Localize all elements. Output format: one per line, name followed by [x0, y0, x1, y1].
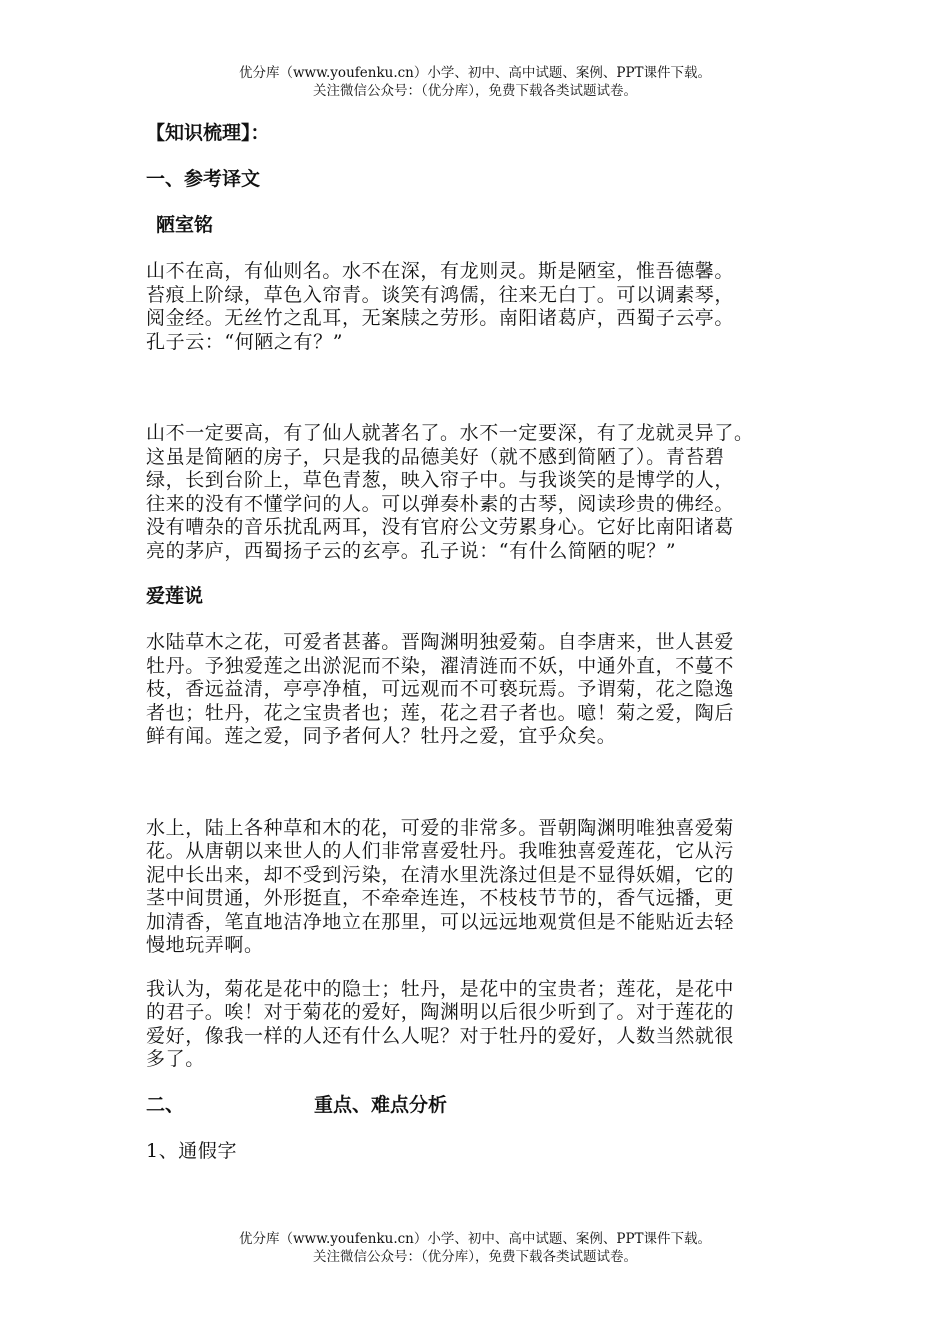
- text-line: 阅金经。无丝竹之乱耳，无案牍之劳形。南阳诸葛庐，西蜀子云亭。: [146, 307, 735, 329]
- item-1: 1、通假字: [146, 1139, 238, 1162]
- text-line: 水陆草木之花，可爱者甚蕃。晋陶渊明独爱菊。自李唐来，世人甚爱: [146, 631, 735, 653]
- text-line: 水上，陆上各种草和木的花，可爱的非常多。晋朝陶渊明唯独喜爱菊: [146, 816, 735, 839]
- header-line-2: 关注微信公众号：（优分库），免费下载各类试题试卷。: [313, 83, 637, 99]
- text-line: 苔痕上阶绿，草色入帘青。谈笑有鸿儒，往来无白丁。可以调素琴，: [146, 283, 735, 306]
- ailianshuo-original: [146, 631, 806, 749]
- text-line: 泥中长出来，却不受到污染，在清水里洗涤过但是不显得妖媚，它的: [146, 863, 735, 886]
- text-line: 加清香，笔直地洁净地立在那里，可以远远地观赏但是不能贴近去轻: [146, 910, 735, 933]
- page-footer: [0, 1230, 950, 1266]
- text-line: 亮的茅庐，西蜀扬子云的玄亭。孔子说：“有什么简陋的呢？”: [146, 539, 677, 562]
- text-line: 山不在高，有仙则名。水不在深，有龙则灵。斯是陋室，惟吾德馨。: [146, 260, 735, 282]
- text-line: 多了。: [146, 1048, 205, 1070]
- section-2-number: 二、: [146, 1093, 185, 1116]
- text-line: 孔子云：“何陋之有？”: [146, 330, 344, 353]
- loushiming-original: [146, 260, 806, 354]
- text-line: 枝，香远益清，亭亭净植，可远观而不可亵玩焉。予谓菊，花之隐逸: [146, 678, 735, 700]
- header-line-1: 优分库（www.youfenku.cn）小学、初中、高中试题、案例、PPT课件下载。: [238, 65, 712, 81]
- text-line: 鲜有闻。莲之爱，同予者何人？牡丹之爱，宜乎众矣。: [146, 725, 617, 747]
- loushiming-translation: [146, 422, 806, 563]
- knowledge-heading: 【知识梳理】：: [146, 122, 270, 144]
- text-line: 茎中间贯通，外形挺直，不牵牵连连，不枝枝节节的，香气远播，更: [146, 887, 735, 909]
- loushiming-title: 陋室铭: [156, 214, 214, 236]
- section-2-title: 重点、难点分析: [314, 1093, 448, 1116]
- text-line: 没有嘈杂的音乐扰乱两耳，没有官府公文劳累身心。它好比南阳诸葛: [146, 516, 735, 538]
- text-line: 爱好，像我一样的人还有什么人呢？对于牡丹的爱好，人数当然就很: [146, 1024, 735, 1047]
- page-header: [0, 64, 950, 100]
- section-2-heading: [146, 1092, 806, 1118]
- text-line: 我认为，菊花是花中的隐士；牡丹，是花中的宝贵者；莲花，是花中: [146, 977, 735, 1000]
- text-line: 牡丹。予独爱莲之出淤泥而不染，濯清涟而不妖，中通外直，不蔓不: [146, 654, 735, 677]
- section-1-heading: 一、参考译文: [146, 168, 261, 190]
- text-line: 者也；牡丹，花之宝贵者也；莲，花之君子者也。噫！菊之爱，陶后: [146, 701, 735, 724]
- text-line: 山不一定要高，有了仙人就著名了。水不一定要深，有了龙就灵异了。: [146, 422, 754, 444]
- ailianshuo-title: 爱莲说: [146, 585, 204, 607]
- text-line: 这虽是简陋的房子，只是我的品德美好（就不感到简陋了）。青苔碧: [146, 445, 725, 468]
- document-body: [146, 120, 806, 1163]
- text-line: 花。从唐朝以来世人的人们非常喜爱牡丹。我唯独喜爱莲花，它从污: [146, 840, 735, 862]
- footer-line-2: 关注微信公众号：（优分库），免费下载各类试题试卷。: [313, 1249, 637, 1265]
- text-line: 的君子。唉！对于菊花的爱好，陶渊明以后很少听到了。对于莲花的: [146, 1001, 735, 1023]
- ailianshuo-translation-2: [146, 978, 806, 1072]
- text-line: 绿，长到台阶上，草色青葱，映入帘子中。与我谈笑的是博学的人，: [146, 469, 735, 491]
- text-line: 慢地玩弄啊。: [146, 934, 264, 956]
- ailianshuo-translation-1: [146, 817, 806, 958]
- text-line: 往来的没有不懂学问的人。可以弹奏朴素的古琴，阅读珍贵的佛经。: [146, 492, 735, 515]
- footer-line-1: 优分库（www.youfenku.cn）小学、初中、高中试题、案例、PPT课件下载。: [238, 1231, 712, 1247]
